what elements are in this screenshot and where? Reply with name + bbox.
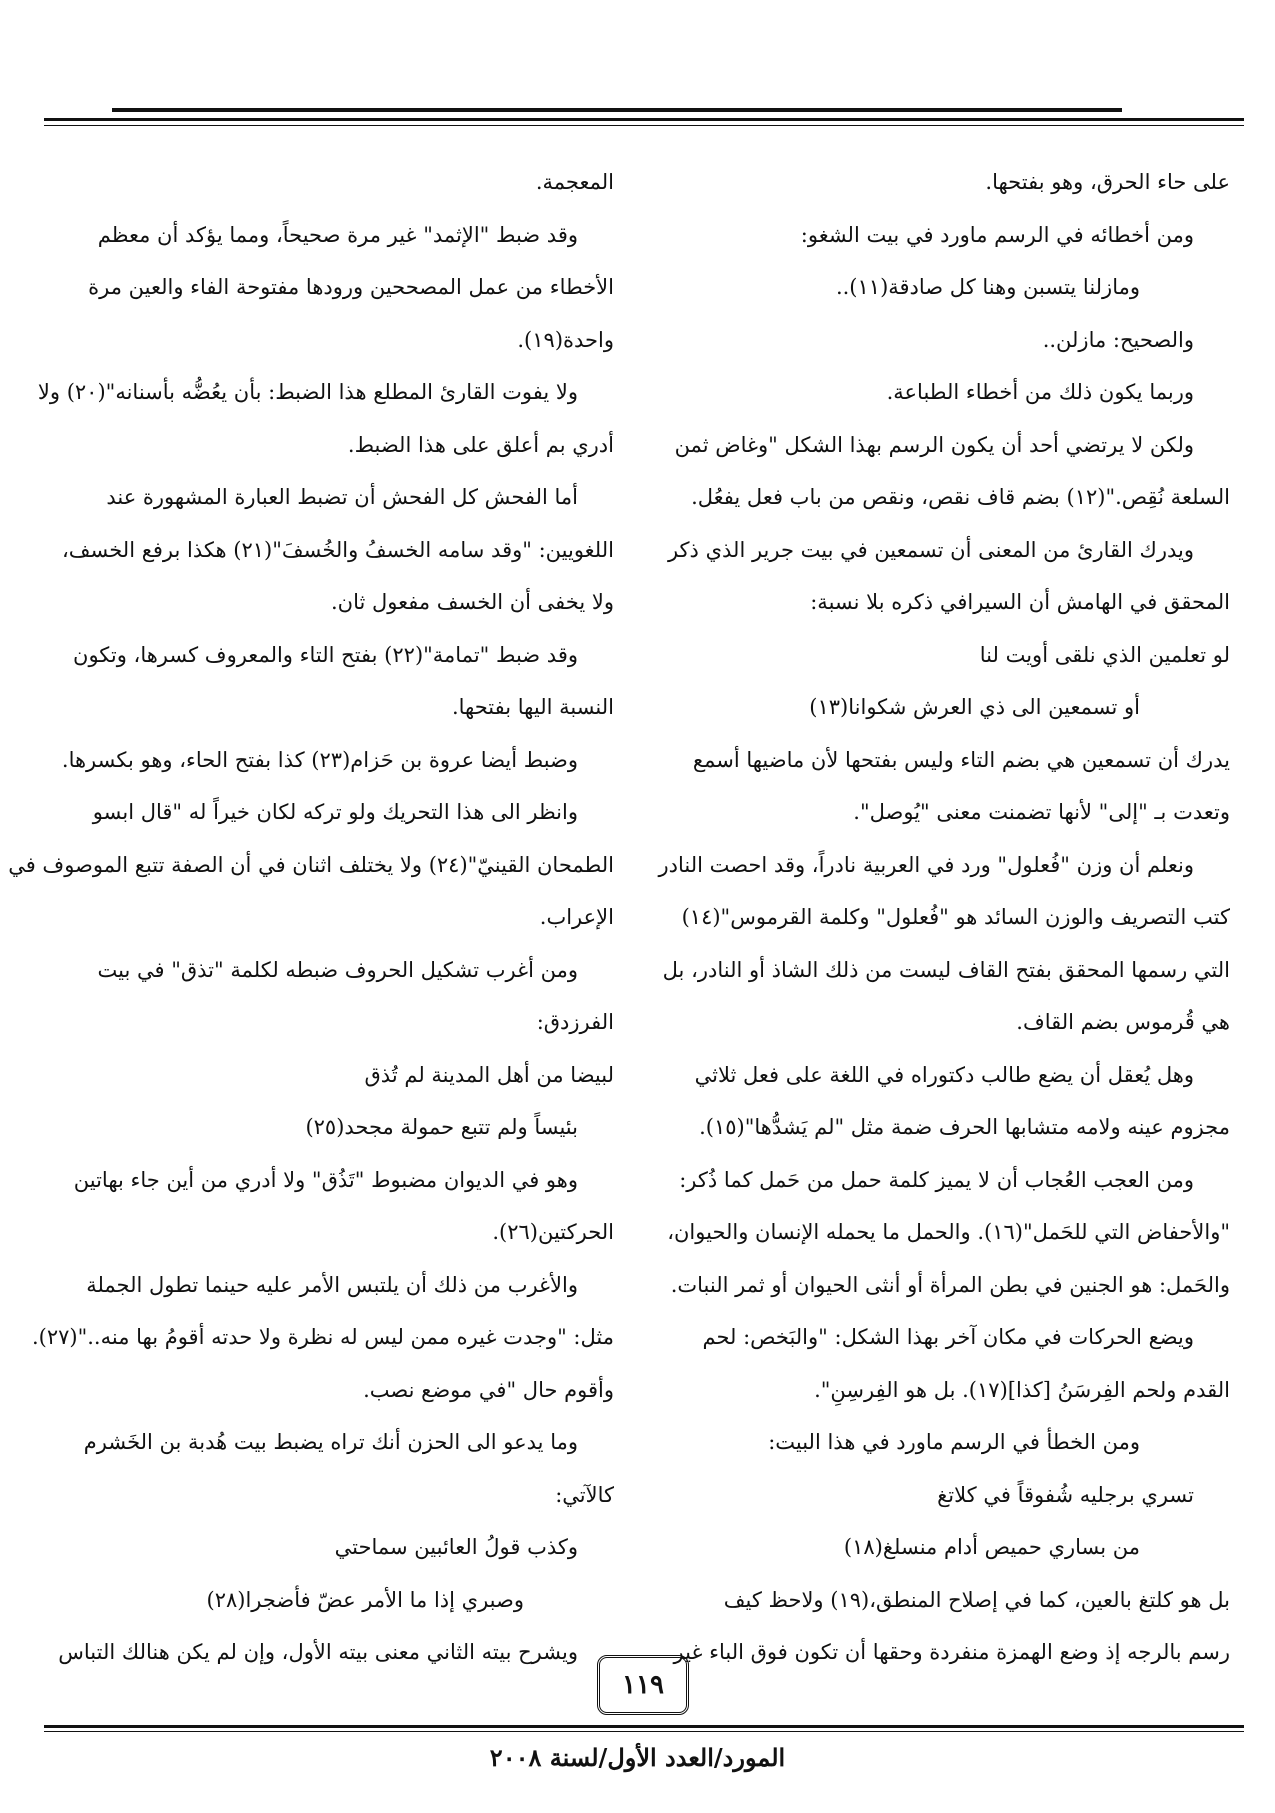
- verse-line: تسري برجليه شُفوقاً في كلاتغ: [937, 1482, 1194, 1507]
- paragraph-line: ونعلم أن وزن "فُعلول" ورد في العربية نادراً، وقد احصت النادر: [658, 852, 1194, 877]
- paragraph-line: ومن أغرب تشكيل الحروف ضبطه لكلمة "تذق" في بيت: [97, 957, 578, 982]
- paragraph-line: وهو في الديوان مضبوط "تَذُق" ولا أدري من أين جاء بهاتين: [73, 1167, 578, 1192]
- paragraph-line: مجزوم عينه ولامه متشابها الحرف ضمة مثل "لم يَشدُّها"(١٥).: [699, 1115, 1230, 1139]
- paragraph-line: ومن أخطائه في الرسم ماورد في بيت الشغو:: [800, 222, 1194, 247]
- paragraph-line: التي رسمها المحقق بفتح القاف ليست من ذلك الشاذ أو النادر، بل: [662, 957, 1230, 982]
- paragraph-line: الأخطاء من عمل المصححين ورودها مفتوحة الفاء والعين مرة: [88, 275, 614, 299]
- paragraph-line: "والأحفاض التي للحَمل"(١٦). والحمل ما يحمله الإنسان والحيوان،: [667, 1220, 1230, 1244]
- paragraph-line: وما يدعو الى الحزن أنك تراه يضبط بيت هُدبة بن الخَشرم: [83, 1430, 578, 1454]
- verse-line: أو تسمعين الى ذي العرش شكوانا(١٣): [809, 695, 1140, 719]
- paragraph-line: مثل: "وجدت غيره ممن ليس له نظرة ولا حدته أقومُ بها منه.."(٢٧).: [31, 1325, 614, 1349]
- top-rule-double: [44, 118, 1244, 121]
- verse-line: من بساري حميص أدام منسلغ(١٨): [843, 1535, 1140, 1559]
- verse-line: وكذب قولُ العائبين سماحتي: [334, 1535, 578, 1559]
- paragraph-line: رسم بالرجه إذ وضع الهمزة منفردة وحقها أن تكون فوق الباء غير: [673, 1640, 1230, 1664]
- paragraph-line: الطمحان القينيّ"(٢٤) ولا يختلف اثنان في أن الصفة تتبع الموصوف في: [8, 852, 614, 877]
- paragraph-line: الإعراب.: [539, 905, 614, 929]
- journal-footer: المورد/العدد الأول/لسنة ٢٠٠٨: [489, 1743, 786, 1772]
- verse-line: ومازلنا يتسبن وهنا كل صادقة(١١)..: [835, 275, 1140, 299]
- verse-line: لبيضا من أهل المدينة لم تُذق: [364, 1062, 614, 1087]
- verse-line: وصبري إذا ما الأمر عضّ فأضجرا(٢٨): [206, 1587, 524, 1612]
- paragraph-line: يدرك أن تسمعين هي بضم التاء وليس بفتحها لأن ماضيها أسمع: [692, 747, 1230, 772]
- paragraph-line: ويدرك القارئ من المعنى أن تسمعين في بيت جرير الذي ذكر: [667, 537, 1194, 562]
- paragraph-line: الفرزدق:: [536, 1010, 614, 1034]
- paragraph-line: أما الفحش كل الفحش أن تضبط العبارة المشهورة عند: [106, 485, 578, 509]
- paragraph-line: ولا يفوت القارئ المطلع هذا الضبط: بأن يعُضُّه بأسنانه"(٢٠) ولا: [37, 380, 578, 404]
- paragraph-line: وانظر الى هذا التحريك ولو تركه لكان خيراً له "قال ابسو: [92, 800, 578, 824]
- paragraph-line: النسبة اليها بفتحها.: [451, 695, 614, 719]
- paragraph-line: وربما يكون ذلك من أخطاء الطباعة.: [886, 380, 1194, 404]
- paragraph-line: السلعة نُقِص."(١٢) بضم قاف نقص، ونقص من باب فعل يفعُل.: [691, 485, 1230, 509]
- page-number: ١١٩: [597, 1655, 689, 1715]
- paragraph-line: وأقوم حال "في موضع نصب.: [363, 1377, 614, 1402]
- paragraph-line: على حاء الحرق، وهو بفتحها.: [985, 170, 1230, 194]
- paragraph-line: ولا يخفى أن الخسف مفعول ثان.: [331, 590, 614, 614]
- paragraph-line: هي قُرموس بضم القاف.: [1016, 1010, 1230, 1034]
- paragraph-line: والحَمل: هو الجنين في بطن المرأة أو أنثى الحيوان أو ثمر النبات.: [670, 1272, 1230, 1297]
- paragraph-line: واحدة(١٩).: [517, 327, 614, 352]
- paragraph-line: المحقق في الهامش أن السيرافي ذكره بلا نسبة:: [810, 590, 1230, 614]
- paragraph-line: الحركتين(٢٦).: [492, 1220, 614, 1244]
- paragraph-line: وقد ضبط "تمامة"(٢٢) بفتح التاء والمعروف كسرها، وتكون: [73, 642, 578, 667]
- paragraph-line: كتب التصريف والوزن السائد هو "فُعلول" وكلمة القرموس"(١٤): [681, 905, 1230, 929]
- paragraph-line: ولكن لا يرتضي أحد أن يكون الرسم بهذا الشكل "وغاض ثمن: [674, 432, 1194, 457]
- right-text-column: [660, 156, 1230, 1679]
- left-text-column: [8, 156, 614, 1679]
- paragraph-line: وهل يُعقل أن يضع طالب دكتوراه في اللغة على فعل ثلاثي: [694, 1062, 1194, 1087]
- paragraph-line: وتعدت بـ "إلى" لأنها تضمنت معنى "يُوصل".: [853, 800, 1230, 824]
- top-rule-thick: [112, 108, 1122, 112]
- bottom-rule-thin: [44, 1731, 1244, 1732]
- verse-line: لو تعلمين الذي نلقى أويت لنا: [979, 642, 1230, 667]
- paragraph-line: ومن الخطأ في الرسم ماورد في هذا البيت:: [768, 1430, 1140, 1454]
- paragraph-line: ويضع الحركات في مكان آخر بهذا الشكل: "والبَخص: لحم: [702, 1325, 1194, 1349]
- paragraph-line: ويشرح بيته الثاني معنى بيته الأول، وإن لم يكن هنالك التباس: [58, 1640, 578, 1664]
- verse-line: بئيساً ولم تتبع حمولة مجحد(٢٥): [305, 1115, 578, 1139]
- paragraph-line: المعجمة.: [535, 170, 614, 194]
- paragraph-line: ومن العجب العُجاب أن لا يميز كلمة حمل من حَمل كما ذُكر:: [679, 1167, 1194, 1192]
- paragraph-line: وضبط أيضا عروة بن حَزام(٢٣) كذا بفتح الحاء، وهو بكسرها.: [61, 747, 578, 772]
- paragraph-line: بل هو كلتغ بالعين، كما في إصلاح المنطق،(١٩) ولاحظ كيف: [723, 1587, 1230, 1612]
- top-rule-thin: [44, 125, 1244, 126]
- paragraph-line: وقد ضبط "الإثمد" غير مرة صحيحاً، ومما يؤكد أن معظم: [97, 222, 578, 247]
- paragraph-line: والصحيح: مازلن..: [1042, 327, 1194, 352]
- paragraph-line: اللغويين: "وقد سامه الخسفُ والخُسفَ"(٢١) هكذا برفع الخسف،: [62, 537, 614, 562]
- paragraph-line: كالآتي:: [555, 1482, 614, 1507]
- paragraph-line: أدري بم أعلق على هذا الضبط.: [347, 432, 614, 457]
- paragraph-line: والأغرب من ذلك أن يلتبس الأمر عليه حينما تطول الجملة: [86, 1272, 578, 1297]
- bottom-rule-thick: [44, 1725, 1244, 1728]
- paragraph-line: القدم ولحم الفِرسَنُ [كذا](١٧). بل هو الفِرسِنِ".: [814, 1377, 1230, 1402]
